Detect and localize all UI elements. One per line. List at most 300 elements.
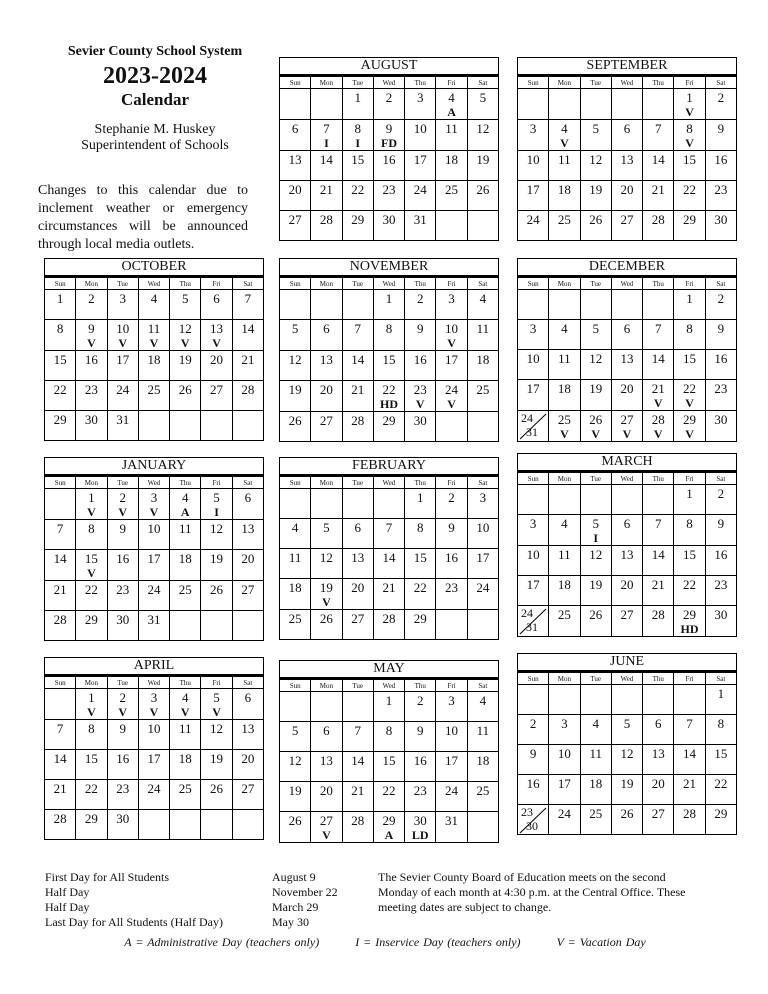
day-number: 18 — [445, 152, 459, 167]
empty-day-cell — [342, 489, 373, 519]
day-cell — [170, 351, 201, 381]
footer-dates — [272, 870, 372, 930]
day-number: 11 — [288, 550, 302, 565]
day-cell — [643, 606, 674, 637]
day-cell — [311, 412, 342, 442]
weekday-label: Sat — [232, 677, 263, 689]
day-cell — [518, 515, 549, 546]
day-cell — [549, 576, 580, 606]
day-cell — [436, 120, 467, 151]
day-cell — [76, 550, 107, 581]
empty-day-cell — [138, 810, 169, 840]
week-row — [280, 752, 499, 782]
day-cell — [467, 89, 498, 120]
empty-day-cell — [518, 89, 549, 120]
week-row — [518, 211, 737, 241]
week-row — [45, 750, 264, 780]
day-cell — [342, 211, 373, 241]
day-number: 13 — [210, 321, 224, 336]
empty-day-cell — [311, 489, 342, 519]
weekday-label: Mon — [76, 477, 107, 489]
day-cell — [342, 320, 373, 351]
day-code: V — [653, 396, 663, 410]
day-code: V — [560, 427, 569, 441]
day-cell — [138, 290, 169, 320]
day-cell — [280, 151, 311, 181]
day-number: 8 — [717, 716, 725, 731]
week-row — [518, 546, 737, 576]
day-number: 26 — [476, 182, 490, 197]
week-row — [280, 151, 499, 181]
empty-day-cell — [342, 290, 373, 320]
day-cell — [549, 745, 580, 775]
month-november — [279, 258, 499, 442]
day-number: 14 — [651, 547, 665, 562]
day-number: 10 — [476, 520, 490, 535]
day-cell — [580, 515, 611, 546]
weekday-label: Mon — [76, 278, 107, 290]
week-row — [45, 320, 264, 351]
day-number: 8 — [385, 321, 393, 336]
day-code: V — [622, 427, 632, 441]
day-cell — [138, 351, 169, 381]
day-cell — [405, 181, 436, 211]
day-number: 30 — [714, 212, 728, 227]
day-number: 1 — [385, 291, 393, 306]
month-grid — [517, 472, 737, 637]
day-cell — [311, 211, 342, 241]
day-number: 24 — [445, 382, 459, 397]
weekday-label: Wed — [373, 278, 404, 290]
day-cell — [201, 689, 232, 720]
day-number: 10 — [147, 521, 161, 536]
day-number: 17 — [526, 381, 540, 396]
day-cell — [436, 782, 467, 812]
day-cell — [405, 549, 436, 579]
day-cell — [643, 181, 674, 211]
day-cell — [467, 120, 498, 151]
empty-day-cell — [549, 485, 580, 515]
empty-day-cell — [580, 89, 611, 120]
day-number: 7 — [655, 121, 662, 136]
day-cell — [76, 720, 107, 750]
day-cell — [342, 812, 373, 843]
day-cell — [170, 489, 201, 520]
day-number: 4 — [182, 690, 189, 705]
day-cell — [467, 351, 498, 381]
day-number: 30 — [714, 607, 728, 622]
day-number: 13 — [351, 550, 365, 565]
day-number: 2 — [385, 90, 393, 105]
day-number: 23 — [521, 805, 533, 819]
day-cell — [674, 805, 705, 835]
empty-day-cell — [311, 692, 342, 722]
empty-day-cell — [549, 685, 580, 715]
footer-events — [45, 870, 270, 930]
day-code: A — [447, 105, 456, 119]
day-cell — [201, 550, 232, 581]
day-number: 26 — [589, 607, 603, 622]
day-number: 23 — [116, 781, 130, 796]
day-cell — [405, 812, 436, 843]
day-number: 5 — [323, 520, 330, 535]
month-title: JANUARY — [44, 457, 264, 476]
day-number: 6 — [623, 321, 631, 336]
day-cell — [518, 211, 549, 241]
day-cell — [311, 722, 342, 752]
weekday-label: Thu — [405, 477, 436, 489]
day-number: 16 — [714, 152, 728, 167]
day-cell — [138, 520, 169, 550]
day-number: 26 — [589, 212, 603, 227]
day-cell — [45, 381, 76, 411]
day-number: 31 — [445, 813, 459, 828]
day-cell — [643, 320, 674, 350]
day-number: 24 — [413, 182, 427, 197]
day-number: 6 — [323, 321, 330, 336]
day-number: 15 — [382, 352, 396, 367]
day-cell — [405, 579, 436, 610]
day-number: 22 — [683, 381, 697, 396]
day-cell — [405, 351, 436, 381]
day-cell — [611, 120, 642, 151]
empty-day-cell — [45, 689, 76, 720]
day-number: 11 — [147, 321, 161, 336]
day-cell — [405, 752, 436, 782]
empty-day-cell — [232, 810, 263, 840]
day-code: A — [384, 828, 394, 842]
day-code: A — [180, 505, 190, 519]
day-number: 22 — [714, 776, 728, 791]
day-code: V — [685, 396, 694, 410]
day-number: 5 — [623, 716, 631, 731]
day-cell — [170, 750, 201, 780]
day-cell — [549, 120, 580, 151]
week-row — [45, 611, 264, 641]
superintendent-title: Superintendent of Schools — [81, 138, 229, 153]
day-cell — [436, 722, 467, 752]
day-cell — [342, 549, 373, 579]
week-row — [518, 151, 737, 181]
day-number: 12 — [210, 721, 224, 736]
day-number: 27 — [241, 582, 255, 597]
day-cell — [373, 89, 404, 120]
day-number: 19 — [589, 577, 603, 592]
week-row — [280, 812, 499, 843]
month-title: SEPTEMBER — [517, 57, 737, 76]
day-number: 18 — [476, 753, 490, 768]
day-cell — [280, 752, 311, 782]
day-cell — [373, 351, 404, 381]
day-number: 7 — [655, 516, 662, 531]
day-cell — [138, 611, 169, 641]
day-cell — [705, 181, 736, 211]
day-cell — [674, 715, 705, 745]
day-number: 11 — [179, 521, 192, 536]
day-number: 23 — [714, 577, 728, 592]
day-number: 19 — [476, 152, 490, 167]
day-cell — [674, 546, 705, 576]
day-code: V — [87, 705, 96, 719]
weekday-header-row — [280, 477, 499, 489]
weekday-label: Wed — [611, 77, 642, 89]
day-number: 12 — [178, 321, 192, 336]
day-cell — [611, 606, 642, 637]
split-day-cell — [518, 606, 549, 637]
day-cell — [436, 151, 467, 181]
day-number: 26 — [210, 582, 224, 597]
week-row — [280, 89, 499, 120]
day-cell — [232, 290, 263, 320]
day-number: 28 — [241, 382, 255, 397]
day-cell — [705, 320, 736, 350]
day-cell — [705, 606, 736, 637]
day-number: 3 — [529, 321, 537, 336]
day-number: 16 — [714, 547, 728, 562]
day-cell — [280, 519, 311, 549]
day-cell — [643, 350, 674, 380]
day-number: 16 — [116, 751, 130, 766]
day-number: 7 — [686, 716, 693, 731]
week-row — [45, 550, 264, 581]
day-cell — [705, 805, 736, 835]
day-cell — [549, 320, 580, 350]
day-cell — [76, 780, 107, 810]
day-number: 16 — [413, 753, 427, 768]
day-cell — [549, 805, 580, 835]
day-number: 22 — [413, 580, 427, 595]
day-cell — [138, 581, 169, 611]
day-number: 4 — [182, 490, 189, 505]
weekday-header-row — [280, 77, 499, 89]
day-number: 19 — [210, 751, 224, 766]
day-cell — [580, 546, 611, 576]
day-number: 8 — [686, 121, 693, 136]
day-cell — [170, 581, 201, 611]
day-number: 16 — [116, 551, 130, 566]
day-number: 29 — [382, 413, 396, 428]
day-number: 9 — [448, 520, 455, 535]
day-number: 24 — [445, 783, 459, 798]
day-cell — [643, 715, 674, 745]
month-september — [517, 57, 737, 241]
day-number: 18 — [147, 352, 161, 367]
day-number: 30 — [413, 813, 427, 828]
empty-day-cell — [549, 290, 580, 320]
day-number: 21 — [351, 783, 365, 798]
day-number: 31 — [147, 612, 161, 627]
day-number: 10 — [526, 152, 540, 167]
day-cell — [311, 812, 342, 843]
day-cell — [580, 320, 611, 350]
day-number: 13 — [651, 746, 665, 761]
day-cell — [373, 782, 404, 812]
day-cell — [232, 720, 263, 750]
day-cell — [373, 812, 404, 843]
day-number: 21 — [351, 382, 365, 397]
day-cell — [45, 320, 76, 351]
day-cell — [405, 89, 436, 120]
empty-day-cell — [201, 611, 232, 641]
day-number: 9 — [529, 746, 537, 761]
day-number: 1 — [686, 486, 693, 501]
empty-day-cell — [580, 685, 611, 715]
day-number: 18 — [557, 381, 571, 396]
day-number: 28 — [351, 413, 365, 428]
weekday-header-row — [518, 473, 737, 485]
day-number: 9 — [717, 121, 725, 136]
day-cell — [76, 351, 107, 381]
weekday-label: Sun — [280, 278, 311, 290]
day-cell — [643, 120, 674, 151]
week-row — [280, 519, 499, 549]
day-cell — [518, 380, 549, 411]
weekday-label: Sun — [280, 477, 311, 489]
day-number: 2 — [529, 716, 537, 731]
day-number: 16 — [382, 152, 396, 167]
day-number: 15 — [683, 351, 697, 366]
day-cell — [643, 546, 674, 576]
day-cell — [467, 489, 498, 519]
day-number: 14 — [351, 753, 365, 768]
day-number: 1 — [686, 90, 693, 105]
day-number: 6 — [213, 291, 220, 306]
day-number: 31 — [526, 425, 538, 439]
day-number: 13 — [319, 352, 333, 367]
weekday-label: Thu — [170, 477, 201, 489]
day-cell — [107, 720, 138, 750]
legend — [45, 935, 725, 950]
day-number: 2 — [717, 291, 725, 306]
day-cell — [405, 151, 436, 181]
weather-notice: Changes to this calendar due to inclement weather or emergency circumstances will be announced through local media outlets. — [38, 183, 248, 252]
day-cell — [467, 692, 498, 722]
weekday-label: Sun — [280, 680, 311, 692]
month-title: JUNE — [517, 653, 737, 672]
day-number: 29 — [714, 806, 728, 821]
day-cell — [342, 752, 373, 782]
day-number: 8 — [88, 721, 95, 736]
day-number: 24 — [147, 582, 161, 597]
day-number: 13 — [620, 351, 634, 366]
weekday-label: Sat — [705, 77, 736, 89]
week-row — [280, 120, 499, 151]
empty-day-cell — [170, 611, 201, 641]
empty-day-cell — [467, 610, 498, 640]
empty-day-cell — [170, 411, 201, 441]
day-cell — [373, 752, 404, 782]
empty-day-cell — [436, 412, 467, 442]
day-number: 14 — [651, 152, 665, 167]
day-cell — [611, 320, 642, 350]
day-cell — [518, 320, 549, 350]
week-row — [280, 320, 499, 351]
empty-day-cell — [549, 89, 580, 120]
day-number: 6 — [623, 121, 631, 136]
day-number: 8 — [686, 321, 693, 336]
day-cell — [201, 320, 232, 351]
day-code: V — [87, 505, 96, 519]
day-number: 23 — [116, 582, 130, 597]
day-cell — [405, 412, 436, 442]
day-cell — [311, 381, 342, 412]
day-cell — [705, 715, 736, 745]
day-cell — [76, 581, 107, 611]
day-cell — [549, 151, 580, 181]
day-number: 17 — [147, 551, 161, 566]
day-number: 15 — [413, 550, 427, 565]
day-cell — [342, 412, 373, 442]
month-may — [279, 660, 499, 843]
day-cell — [201, 489, 232, 520]
month-title: FEBRUARY — [279, 457, 499, 476]
day-cell — [170, 520, 201, 550]
day-cell — [436, 290, 467, 320]
day-number: 23 — [445, 580, 459, 595]
day-code: V — [447, 397, 456, 411]
board-meeting-note: The Sevier County Board of Education meets on the second Monday of each month at 4:30 p.m. at the Central Office. These meeting dates are subject to change. — [378, 870, 686, 914]
day-cell — [107, 520, 138, 550]
day-code: I — [355, 136, 361, 150]
week-row — [45, 689, 264, 720]
day-number: 30 — [714, 412, 728, 427]
week-row — [518, 606, 737, 637]
day-cell — [518, 775, 549, 805]
day-code: V — [322, 595, 331, 609]
day-cell — [373, 320, 404, 351]
day-number: 17 — [445, 753, 459, 768]
day-number: 4 — [561, 321, 568, 336]
week-row — [518, 805, 737, 835]
day-number: 19 — [178, 352, 192, 367]
day-number: 27 — [319, 813, 333, 828]
day-number: 29 — [683, 212, 697, 227]
day-number: 28 — [351, 813, 365, 828]
empty-day-cell — [643, 685, 674, 715]
day-cell — [436, 89, 467, 120]
day-number: 13 — [620, 152, 634, 167]
day-code: HD — [680, 622, 699, 636]
day-cell — [674, 350, 705, 380]
day-number: 11 — [476, 321, 490, 336]
school-year: 2023-2024 — [103, 63, 207, 89]
weekday-label: Sat — [705, 278, 736, 290]
day-number: 29 — [351, 212, 365, 227]
day-cell — [549, 606, 580, 637]
day-number: 3 — [448, 693, 455, 708]
day-cell — [611, 211, 642, 241]
day-cell — [436, 181, 467, 211]
day-number: 22 — [382, 382, 396, 397]
day-number: 21 — [651, 381, 665, 396]
day-code: FD — [380, 136, 397, 150]
week-row — [518, 120, 737, 151]
day-number: 30 — [526, 819, 538, 833]
day-cell — [107, 611, 138, 641]
day-number: 21 — [683, 776, 697, 791]
day-number: 31 — [413, 212, 427, 227]
weekday-header-row — [280, 278, 499, 290]
day-number: 12 — [589, 547, 603, 562]
day-cell — [405, 381, 436, 412]
day-cell — [76, 611, 107, 641]
day-cell — [373, 610, 404, 640]
day-code: V — [560, 136, 569, 150]
day-cell — [76, 489, 107, 520]
day-number: 27 — [241, 781, 255, 796]
day-number: 21 — [651, 577, 665, 592]
week-row — [518, 290, 737, 320]
